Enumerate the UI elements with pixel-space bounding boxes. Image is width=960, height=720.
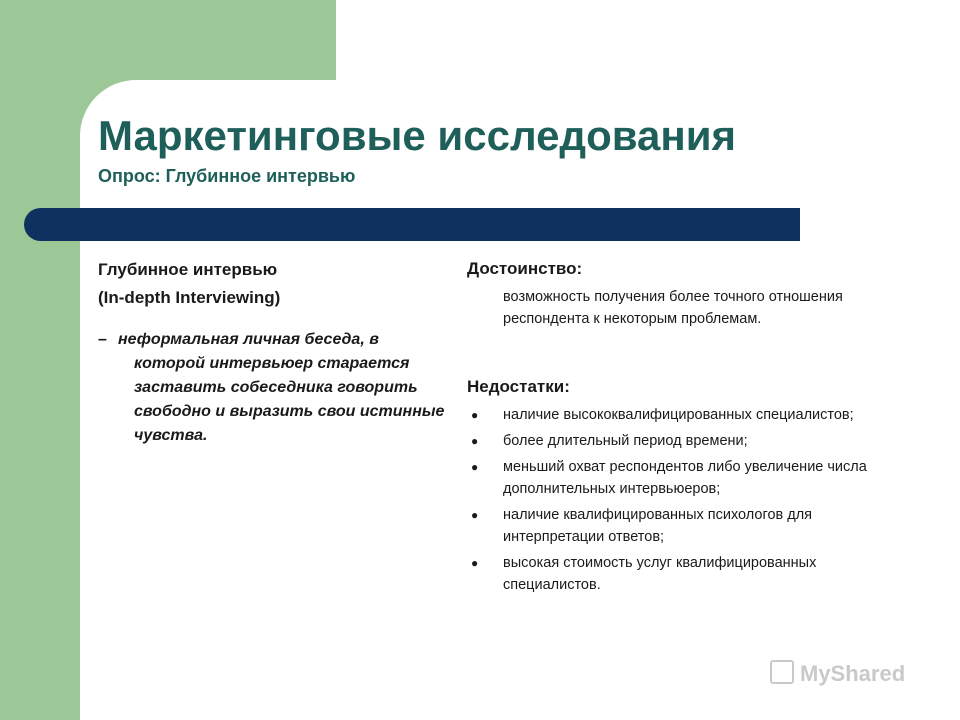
advantage-heading: Достоинство: bbox=[467, 259, 583, 278]
advantage-text: возможность получения более точного отношения респондента к некоторым проблемам. bbox=[503, 289, 843, 327]
definition-rest: которой интервьюер старается заставить собеседника говорить свободно и выразить свои истинные чувства. bbox=[134, 355, 445, 444]
list-item-text: наличие квалифицированных психологов для интерпретации ответов; bbox=[503, 507, 813, 545]
slide-title: Маркетинговые исследования bbox=[98, 112, 737, 159]
bullet-icon: ● bbox=[471, 460, 479, 474]
list-item-text: меньший охват респондентов либо увеличение числа дополнительных интервьюеров; bbox=[503, 459, 867, 497]
watermark bbox=[770, 660, 905, 687]
list-item bbox=[467, 404, 887, 426]
list-item bbox=[467, 504, 887, 548]
list-item-text: наличие высококвалифицированных специалистов; bbox=[503, 407, 854, 423]
bullet-icon: ● bbox=[471, 508, 479, 522]
definition-text bbox=[98, 328, 478, 448]
list-item-text: более длительный период времени; bbox=[503, 433, 748, 449]
list-item bbox=[467, 552, 887, 596]
slide-subtitle: Опрос: Глубинное интервью bbox=[98, 166, 356, 186]
watermark-text: MyShared bbox=[800, 661, 906, 686]
definition-column bbox=[98, 256, 478, 448]
definition-heading-line1: Глубинное интервью bbox=[98, 260, 278, 279]
pros-cons-column bbox=[467, 256, 887, 600]
divider-bar bbox=[24, 208, 800, 241]
bullet-icon: ● bbox=[471, 434, 479, 448]
definition-dash: – bbox=[98, 331, 107, 348]
bullet-icon: ● bbox=[471, 408, 479, 422]
disadvantages-heading: Недостатки: bbox=[467, 377, 570, 396]
list-item-text: высокая стоимость услуг квалифицированных специалистов. bbox=[503, 555, 817, 593]
list-item bbox=[467, 430, 887, 452]
disadvantages-list bbox=[467, 404, 887, 596]
presentation-icon bbox=[770, 660, 794, 684]
bullet-icon: ● bbox=[471, 556, 479, 570]
definition-heading-line2: (In-depth Interviewing) bbox=[98, 288, 281, 307]
definition-line1: неформальная личная беседа, в bbox=[118, 331, 379, 348]
list-item bbox=[467, 456, 887, 500]
